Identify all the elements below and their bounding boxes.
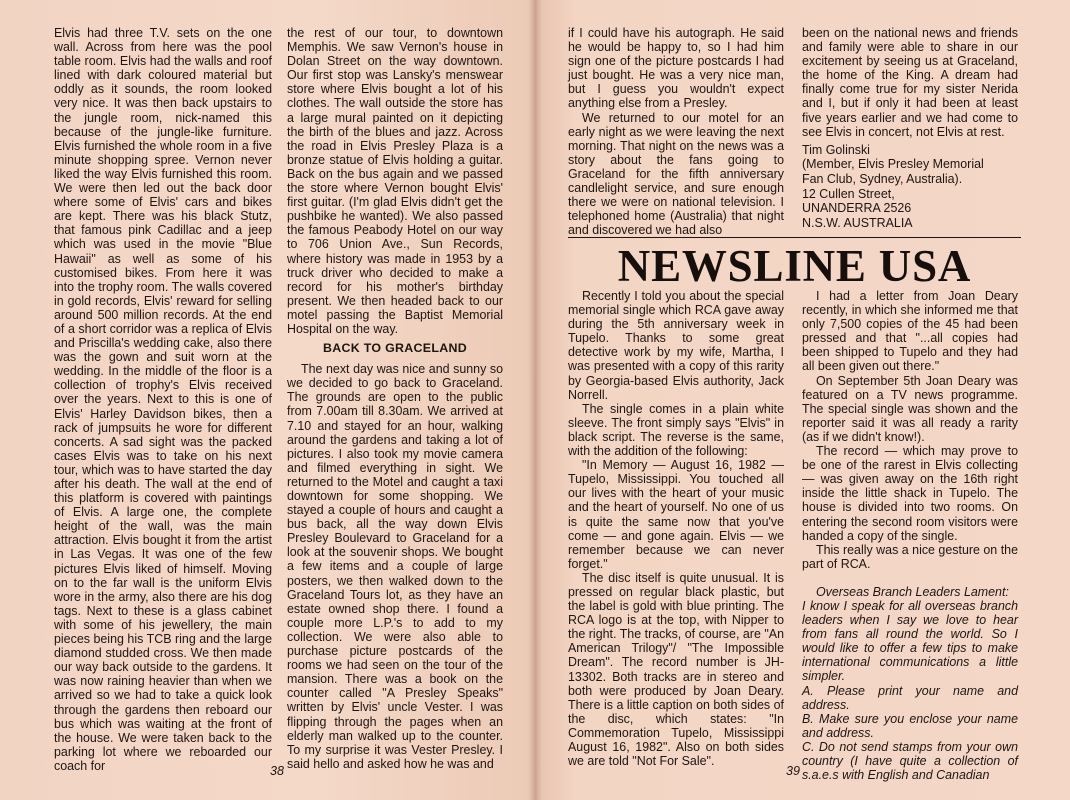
section-subheading: BACK TO GRACELAND: [323, 341, 467, 356]
overseas-tip: C. Do not send stamps from your own country (I have quite a collection of s.a.e.s with English and Canadian: [802, 739, 1018, 783]
right-column-2-top: [802, 26, 1018, 230]
article-paragraph: We returned to our motel for an early night as we were leaving the next morning. That night on the news was a story about the fans going to Graceland for the fifth anniversary candlelight service, and sure enough there we were on national television. I telephoned home (Australia) that night and discovered we had also: [568, 110, 784, 238]
newsline-headline: NEWSLINE USA: [617, 241, 972, 291]
article-paragraph: Elvis had three T.V. sets on the one wall. Across from here was the pool table room. Elvis had the walls and roof lined with dark coloured material but oddly as it sounds, the room looked very nice. It was then back upstairs to the jungle room, nick-named this because of the jungle-like furniture. Elvis furnished the whole room in a five minute shopping spree. Vernon never liked the way Elvis furnished this room. We were then led out the back door where some of Elvis' cars and bikes are kept. There was his black Stutz, that famous pink Cadillac and a jeep which was used in the movie "Blue Hawaii" as well as some of his customised bikes. From here it was into the trophy room. The walls covered in gold records, Elvis' reward for selling around 500 million records. At the end of a short corridor was a replica of Elvis and Priscilla's wedding cake, also there was the gown and suit worn at the wedding. In the middle of the floor is a collection of trophy's Elvis received over the years. Next to this is one of Elvis' Harley Davidson bikes, then a rack of jumpsuits he wore for different concerts. A sad sight was the packed cases Elvis was to take on his next tour, which was to have started the day after his death. The wall at the end of this platform is covered with paintings of Elvis. A large one, the complete height of the wall, was the main attraction. Elvis bought it from the artist in Las Vegas. It was one of the few pictures Elvis liked of himself. Moving on to the far wall is the uniform Elvis wore in the army, also there are his dog tags. Next to these is a glass cabinet with some of his jewellery, the main pieces being his TCB ring and the large diamond studded cross. We then made our way back outside to the gardens. It was now raining heavier than when we arrived so we had to take a quick look through the gardens then reboard our bus which was waiting at the front of the house. We were taken back to the parking lot where we reboarded our coach for: [54, 26, 272, 773]
right-column-1-top: [568, 26, 784, 237]
article-paragraph: On September 5th Joan Deary was featured on a TV news programme. The special single was shown and the reporter said it was all ready a rarity (as if we didn't know!).: [802, 373, 1018, 444]
signature-line: Tim Golinski: [802, 142, 870, 157]
page-number-right: 39: [786, 764, 800, 778]
signature-line: (Member, Elvis Presley Memorial: [802, 157, 984, 172]
signature-line: UNANDERRA 2526: [802, 201, 912, 216]
newsline-column-2: [802, 289, 1018, 782]
article-paragraph: This really was a nice gesture on the part of RCA.: [802, 542, 1018, 571]
article-paragraph: The next day was nice and sunny so we decided to go back to Graceland. The grounds are open to the public from 7.00am till 8.30am. We arrived at 7.10 and stayed for an hour, walking around the gardens and taking a lot of pictures. I also took my movie camera and filmed everything in sight. We returned to the Motel and caught a taxi downtown for some shopping. We stayed a couple of hours and caught a bus back, all the way down Elvis Presley Boulevard to Graceland for a look at the souvenir shops. We bought a few items and a couple of large posters, we then walked down to the Graceland Tours lot, as they have an estate owned shop there. I found a couple more L.P.'s to add to my collection. We were also able to purchase picture postcards of the rooms we had seen on the tour of the mansion. There was a book on the counter called "A Presley Speaks" written by Elvis' uncle Vester. I was flipping through the pages when an elderly man walked up to the counter. To my surprise it was Vester Presley. I said hello and asked how he was and: [287, 362, 503, 771]
left-column-2: [287, 26, 503, 771]
overseas-tip: B. Make sure you enclose your name and address.: [802, 711, 1018, 740]
overseas-tip: A. Please print your name and address.: [802, 683, 1018, 712]
article-paragraph: "In Memory — August 16, 1982 — Tupelo, Mississippi. You touched all our lives with the heart of your music and the heart of yourself. No one of us is quite the same now that you've come — and gone again. Elvis — we remember because we can never forget.": [568, 458, 784, 571]
article-paragraph: The single comes in a plain white sleeve. The front simply says "Elvis" in black script. The reverse is the same, with the addition of the following:: [568, 401, 784, 459]
left-column-1: [54, 26, 272, 773]
article-paragraph: The record — which may prove to be one of the rarest in Elvis collecting — was given away on the 16th right inside the little shack in Tupelo. The house is divided into two rooms. On entering the second room visitors were handed a copy of the single.: [802, 444, 1018, 543]
signature-line: 12 Cullen Street,: [802, 186, 895, 201]
article-paragraph: been on the national news and friends and family were able to share in our excitement by seeing us at Graceland, the home of the King. A dream had finally come true for my sister Nerida and I, but if only it had been at least five years earlier and we had come to see Elvis in concert, not Elvis at rest.: [802, 26, 1018, 139]
article-paragraph: the rest of our tour, to downtown Memphis. We saw Vernon's house in Dolan Street on the way downtown. Our first stop was Lansky's menswear store where Elvis bought a lot of his clothes. The wall outside the store has a large mural painted on it depicting the birth of the blues and jazz. Across the road in Elvis Presley Plaza is a bronze statue of Elvis holding a guitar. Back on the bus again and we passed the store where Vernon bought Elvis' first guitar. (I'm glad Elvis didn't get the pushbike he wanted). We also passed the famous Peabody Hotel on our way to 706 Union Ave., Sun Records, where history was made in 1953 by a truck driver who decided to make a record for his mother's birthday present. We then headed back to our motel passing the Baptist Memorial Hospital on the way.: [287, 26, 503, 336]
section-divider-rule: [568, 237, 1021, 238]
page-gutter: [528, 0, 542, 800]
article-paragraph: if I could have his autograph. He said he would be happy to, so I had him sign one of the picture postcards I had just bought. He was a very nice man, but I guess you wouldn't expect anything else from a Presley.: [568, 26, 784, 111]
left-page: [0, 0, 534, 800]
article-paragraph: I had a letter from Joan Deary recently, in which she informed me that only 7,500 copies of the 45 had been pressed and that "...all copies had been shipped to Tupelo and they had all been given out there.": [802, 289, 1018, 374]
article-paragraph: The disc itself is quite unusual. It is pressed on regular black plastic, but the label is gold with blue printing. The RCA logo is at the top, with Nipper to the right. The tracks, of course, are "An American Trilogy"/ "The Impossible Dream". The record number is JH-13302. Both tracks are in stereo and both were produced by Joan Deary. There is a little caption on both sides of the disc, which states: "In Commemoration Tupelo, Mississippi August 16, 1982". Also on both sides we are told "Not For Sale".: [568, 570, 784, 769]
author-signature: [802, 143, 1018, 231]
overseas-paragraph: I know I speak for all overseas branch leaders when I say we love to hear from fans all round the world. So I would like to offer a few tips to make international communications a little simpler.: [802, 598, 1018, 684]
signature-line: Fan Club, Sydney, Australia).: [802, 171, 963, 186]
newsline-column-1: [568, 289, 784, 768]
overseas-heading: Overseas Branch Leaders Lament:: [816, 584, 1009, 599]
article-paragraph: Recently I told you about the special memorial single which RCA gave away during the 5th anniversary week in Tupelo. Thanks to some great detective work by my wife, Martha, I was presented with a copy of this rarity by Georgia-based Elvis authority, Jack Norrell.: [568, 289, 784, 402]
right-page: [534, 0, 1070, 800]
page-number-left: 38: [270, 764, 284, 778]
signature-line: N.S.W. AUSTRALIA: [802, 215, 913, 230]
